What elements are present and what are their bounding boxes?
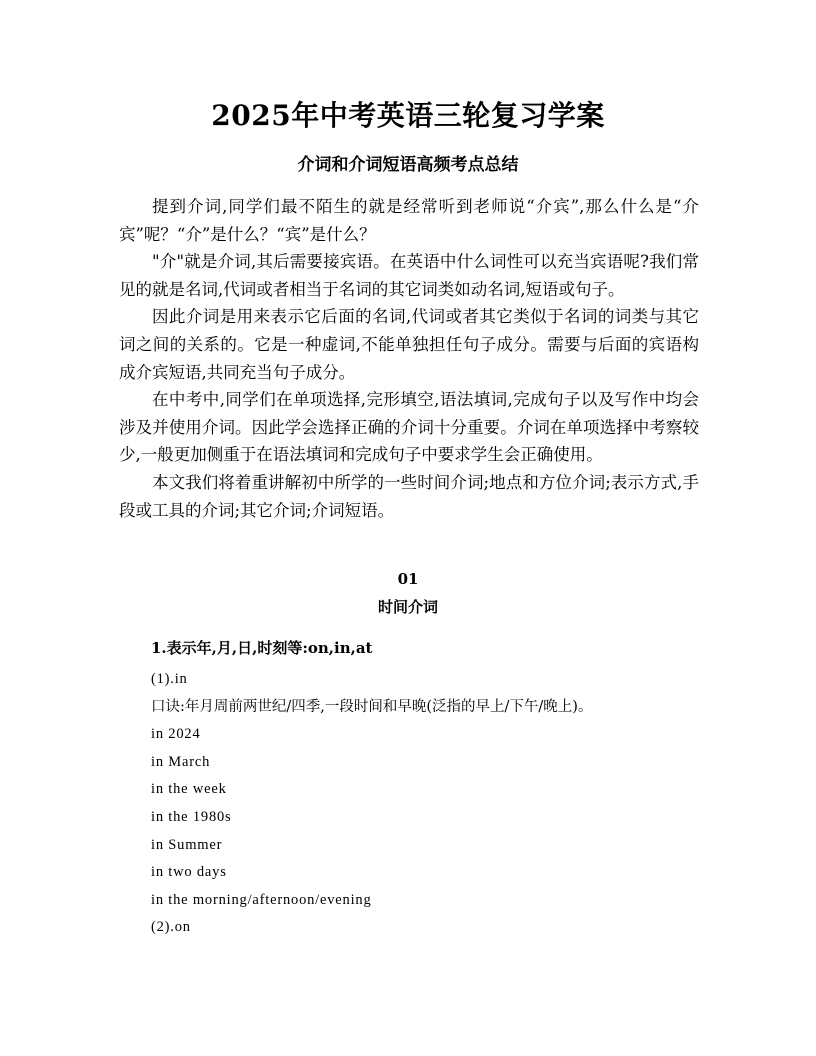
paragraph: "介"就是介词,其后需要接宾语。在英语中什么词性可以充当宾语呢?我们常见的就是名词,代词或者相当于名词的其它词类如动名词,短语或句子。 <box>119 252 699 299</box>
paragraph: 提到介词,同学们最不陌生的就是经常听到老师说“介宾”,那么什么是“介宾”呢？“介”是什么？“宾”是什么？ <box>119 197 699 244</box>
paragraph: 因此介词是用来表示它后面的名词,代词或者其它类似于名词的词类与其它词之间的关系的。它是一种虚词,不能单独担任句子成分。需要与后面的宾语构成介宾短语,共同充当句子成分。 <box>119 307 699 382</box>
list-item: (2).on <box>151 919 191 936</box>
example-list <box>151 666 711 942</box>
list-item: in the morning/afternoon/evening <box>151 891 372 908</box>
list-item: in the week <box>151 781 227 798</box>
paragraph: 本文我们将着重讲解初中所学的一些时间介词;地点和方位介词;表示方式,手段或工具的介词;其它介词;介词短语。 <box>119 472 699 520</box>
list-item: (1).in <box>151 671 188 687</box>
list-item: in Summer <box>151 836 223 853</box>
document-subtitle: 介词和介词短语高频考点总结 <box>297 155 519 175</box>
document-title: 2025年中考英语三轮复习学案 <box>211 99 605 132</box>
list-item: in March <box>151 753 211 770</box>
list-item: in 2024 <box>151 726 201 743</box>
list-item: in the 1980s <box>151 808 232 825</box>
list-item: 口诀:年月周前两世纪/四季,一段时间和早晚(泛指的早上/下午/晚上)。 <box>151 698 593 715</box>
section-title: 时间介词 <box>377 598 438 616</box>
section-number: 01 <box>397 570 419 588</box>
intro-text <box>119 193 699 524</box>
point-heading: 1.表示年,月,日,时刻等:on,in,at <box>151 639 373 657</box>
paragraph: 在中考中,同学们在单项选择,完形填空,语法填词,完成句子以及写作中均会涉及并使用介词。因此学会选择正确的介词十分重要。介词在单项选择中考察较少,一般更加侧重于在语法填词和完成句子中要求学生会正确使用。 <box>119 390 699 465</box>
list-item: in two days <box>151 864 227 881</box>
